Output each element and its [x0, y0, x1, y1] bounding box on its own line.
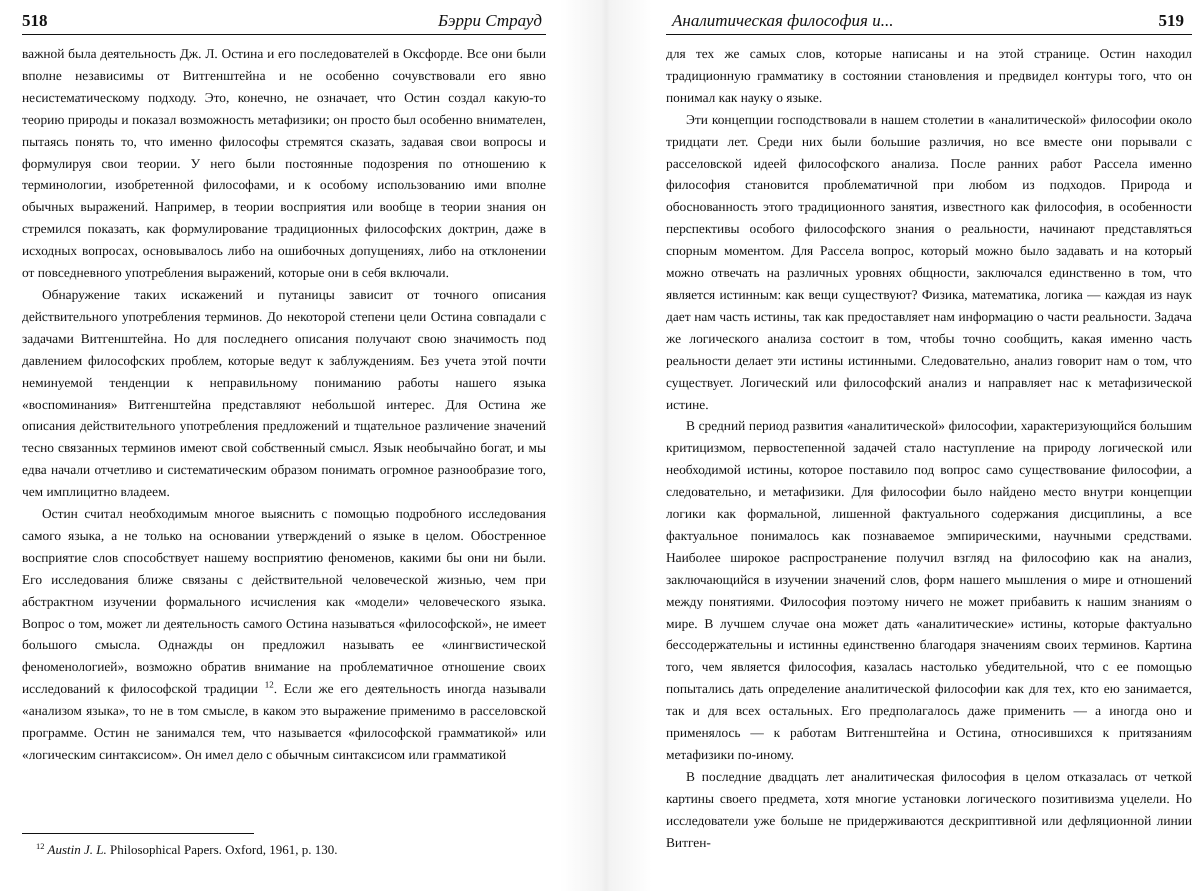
footnote-author: Austin J. L. [47, 842, 107, 857]
paragraph-text: Остин считал необходимым многое выяснить с помощью подробного исследования самого языка, а не только на основании утверждений о языке в целом. Обостренное восприятие слов способствует нашему восприятию феноменов, какими бы они ни были. Его исследования ближе связаны с действительной человеческой жизнью, чем при абстрактном изучении формального исчисления как «модели» человеческого языка. Вопрос о том, может ли деятельность самого Остина называться «философской», не имеет большого смысла. Однажды он предложил называть ее «лингвистической феноменологией», возможно обратив внимание на проблематичное отношение своих исследований к философской традиции [22, 506, 546, 697]
running-head-left: Бэрри Страуд [437, 11, 542, 30]
book-gutter [560, 0, 652, 891]
paragraph: В последние двадцать лет аналитическая философия в целом отказалась от четкой картины своего предмета, хотя многие установки логического позитивизма уцелели. Но исследователи уже больше не придерживаются дескриптивной или дефляционной линии Витген- [666, 768, 1192, 850]
paragraph-text: . Если же его деятельность иногда называли «анализом языка», то не в том смысле, в каком это выражение применимо в расселовской программе. Остин не занимался тем, что называется «философской грамматикой» или «логическим синтаксисом». Он имел дело с обычным синтаксисом или грамматикой [22, 681, 546, 762]
left-page [0, 0, 560, 891]
page-number-left: 518 [22, 11, 48, 30]
paragraph-with-footnote-ref [22, 503, 546, 766]
paragraph: Эти концепции господствовали в нашем столетии в «аналитической» философии около тридцати лет. Среди них были большие различия, но все вместе они порывали с расселовской идеей философского анализа. После ранних работ Рассела именно философия становится проблематичной при любом из подходов. Природа и обоснованность этого традиционного занятия, известного как философия, в особенности перспективы особого философского знания о реальности, начинают представляться спорным моментом. Для Рассела вопрос, который можно было задавать и на который можно отвечать на различных уровнях общности, заключался единственно в том, что является истинным: как вещи существуют? Физика, математика, логика — каждая из наук дает нам часть истины, так как предоставляет нам информацию о части реальности. Задача же логического анализа состоит в том, чтобы точно сообщить, какая именно часть реальности делает эти истины истинными. Следовательно, анализ говорит нам о том, что существует. Логический или философский анализ и направляет нас к метафизической истине. [666, 111, 1192, 412]
paragraph: для тех же самых слов, которые написаны и на этой странице. Остин находил традиционную грамматику в состоянии становления и предвидел контуры того, что он понимал как науку о языке. [666, 46, 1192, 105]
left-page-header [22, 8, 546, 35]
paragraph: В средний период развития «аналитической» философии, характеризующийся большим критицизмом, первостепенной задачей стало наступление на природу логической или необходимой истины, которое поставило под вопрос само существование философии, а следовательно, и метафизики. Для философии было найдено место внутри концепции логики как формальной, лишенной фактуального содержания дисциплины, а все фактуальное понималось как познаваемое эмпирическими, научными средствами. Наиболее широкое распространение получил взгляд на философию как на анализ, заключающийся в изучении значений слов, форм нашего мышления о мире и отношений между понятиями. Философия поэтому ничего не может прибавить к нашим знаниям о мире. В лучшем случае она может дать «аналитические» истины, которые фактуально бессодержательны и истинны единственно благодаря значениям своих терминов. Картина того, чем является философия, казалась настолько убедительной, что с ее помощью попытались дать определение аналитической философии как для тех, кто ею занимается, так и для всех остальных. Его предполагалось даже применить — а иногда оно и применялось — к работам Витгенштейна и Остина, относившихся к притязаниям метафизики по-иному. [666, 418, 1192, 762]
right-page [652, 0, 1200, 891]
running-head-right: Аналитическая философия и... [672, 11, 894, 30]
left-page-body [22, 43, 546, 766]
paragraph: Обнаружение таких искажений и путаницы зависит от точного описания действительного употребления терминов. До некоторой степени цели Остина совпадали с задачами Витгенштейна. Но для последнего описания получают свою значимость под давлением философских проблем, которые ведут к заблуждениям. Без учета этой почти неминуемой тенденции к неправильному пониманию работы нашего языка «воспоминания» Витгенштейна представляют небольшой интерес. Для Остина же описания действительного употребления предложений и тщательное различение значений тесно связанных терминов имеют свой собственный смысл. Язык необычайно богат, и мы едва начали отчетливо и систематическим образом понимать огромное разнообразие того, чем имплицитно владеем. [22, 286, 546, 500]
footnote-number: 12 [36, 840, 45, 851]
paragraph: важной была деятельность Дж. Л. Остина и его последователей в Оксфорде. Все они были вполне независимы от Витгенштейна и не особенно сочувствовали его явно несистематическому подходу. Это, конечно, не означает, что Остин создал какую-то теорию природы и показал возможность метафизики; он просто был особенно внимателен, пытаясь понять то, что именно философы стремятся сказать, задавая свои вопросы и формулируя свои теории. У него были постоянные подозрения по отношению к терминологии, изобретенной философами, и к особому использованию ими вполне обычных выражений. Например, в теории восприятия или вообще в теории знания он стремился показать, как формулирование традиционных философских доктрин, даже в исходных вопросах, основывалось либо на ошибочных допущениях, либо на отклонении от повседневного употребления выражений, которые они в себя включали. [22, 46, 546, 281]
page-number-right: 519 [1158, 11, 1184, 30]
footnote-divider [22, 833, 254, 834]
footnote [22, 841, 556, 859]
footnote-reference[interactable]: 12 [264, 679, 274, 690]
right-page-header [666, 8, 1192, 35]
right-page-body [666, 43, 1192, 854]
footnote-text: Philosophical Papers. Oxford, 1961, p. 130. [106, 842, 338, 857]
